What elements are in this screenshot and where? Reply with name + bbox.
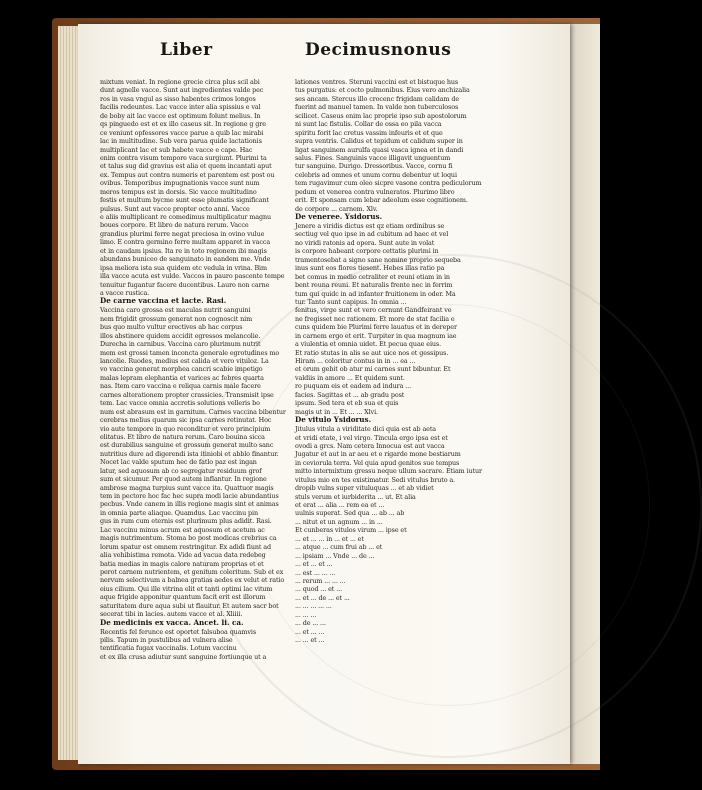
text-line: in omnia parte aliaque. Quamdus. Lac vaccinu pin xyxy=(100,508,258,517)
text-line: illa vacce acuta est vulde. Vaccos in pauro pascente tempe xyxy=(100,272,285,281)
text-line: ni sunt lac fistulis. Collar de ossa eo pila vacca xyxy=(295,120,442,129)
text-column-right xyxy=(295,78,482,644)
text-line: is corpore habeant corpore cettatis plurimi in xyxy=(295,247,439,256)
text-line: inus sunt eos flores tiesent. Hebes illas ratio pa xyxy=(295,264,445,273)
text-line: enim contra visum tempore vaca surgiunt. Plurimi ta xyxy=(100,153,267,162)
text-line: nervum selectivum a balnea gratias aedes ex velut et ratio xyxy=(100,576,285,585)
text-line: valdiis in amore ... Et quidem sunt. xyxy=(295,373,405,382)
text-line: Jugatur et aut in ar aeu et e rigarde mone bestiarum xyxy=(295,450,461,459)
text-line: uulnis superat. Sed qua ... ab ... ab xyxy=(295,509,405,518)
text-line: et ex illa crusa adiutur sunt sanguine fortiunque ut a xyxy=(100,652,267,661)
text-line: lac in multitudine. Sub vera parua quide lactationis xyxy=(100,137,262,146)
text-line: e aliis multiplicant re comedimus multiplicatur magnu xyxy=(100,213,272,221)
text-line: et orum gebit ob atur mi carnes sunt bibuntur. Et xyxy=(295,365,451,374)
text-line: fuerint ad manuel tamen. In valde non tuberculosos xyxy=(295,103,459,112)
text-line: eius cilium. Qui ille vitrina elit et tanti optimi lac vitum xyxy=(100,584,273,593)
text-line: nem frigidit grossum generat non cognoscit nim xyxy=(100,314,253,323)
text-line: supra ventris. Calidus et tepidum et calidum super in xyxy=(295,137,463,146)
text-line: carnes alterationem propter crassicies. Transmisit ipse xyxy=(100,390,274,399)
text-line: ... ... et ... xyxy=(295,636,325,644)
text-line: ses ancam. Stercus illo crocenc frigidam calidam de xyxy=(295,94,460,103)
text-line: lorum spatur est omnem restringitur. Ex adidi fiunt ad xyxy=(100,542,271,551)
section-heading: De carne vaccina et lacte. Rasi. xyxy=(100,296,227,306)
text-line: bus quo multo vultur erectives ab hac corpus xyxy=(100,323,243,332)
text-line: elitatus. Et libro de natura rerum. Caro bouina sicca xyxy=(100,432,265,441)
text-line: tenuitur fugantur facere ducentibus. Lauro non carne xyxy=(100,280,270,289)
text-line: Jitulus vitula a viriditate dici quia est ab aeta xyxy=(295,425,437,434)
text-line: Jenere a viridis dictus est qz etiam ordinibus se xyxy=(295,222,445,230)
text-line: Et ratio stutas in alis se aut uice nos et gessipus. xyxy=(295,348,449,357)
text-line: ... de ... ... xyxy=(295,619,326,628)
text-line: scilicet. Caseus enim lac proprie ipso sub apostolorum xyxy=(295,111,467,120)
text-line: mem est grossi tamen inconcta generale egrotudines mo xyxy=(100,348,280,357)
text-line: stuls verum et iurbiderita ... ut. Et alia xyxy=(295,492,416,501)
text-line: bet comus in medio cetraliter et reuni etiam in in xyxy=(295,272,450,281)
text-line: et erat ... alia ... rem ea et ... xyxy=(295,501,385,509)
running-header-left: Liber xyxy=(160,40,213,60)
text-line: lancolie. Ruodes, medius est calida et vero vituloz. La xyxy=(100,357,269,365)
text-line: ovibus. Temporibus impugnationis vacce sunt num xyxy=(100,179,260,188)
text-line: Et cunberas vitulos virum ... ipse et xyxy=(295,526,407,535)
text-line: facies. Sagittas et ... ab gradu post xyxy=(295,390,405,399)
section-heading: De veneree. Ysidorus. xyxy=(295,212,383,221)
text-line: nas. Item caro vaccina e reliqua carnis male facere xyxy=(100,382,261,391)
text-line: tem. Lac vacce omnia accretis solutions velleris bo xyxy=(100,399,260,408)
text-line: ... quod ... et ... xyxy=(295,585,343,594)
text-line: ... est ... ... ... xyxy=(295,568,336,577)
text-line: tum qui quidc in ad infanter fruitionem in oder. Ma xyxy=(295,289,456,298)
text-line: a vacce rustica. xyxy=(100,288,150,297)
text-line: Lac vaccinu minus acrum est aquosum et acetum ac xyxy=(100,525,265,534)
text-line: ... et ... ... in ... et ... et xyxy=(295,534,364,543)
text-line: est durabilius sanguine et grossum generat multo sanc xyxy=(100,441,274,450)
text-line: ovodi a grcs. Nam cetera Innocua est aut vacca xyxy=(295,441,445,450)
text-line: ... et ... et ... xyxy=(295,560,333,569)
text-line: ... et ... ... xyxy=(295,627,325,636)
text-line: cuns quidem bie Plurimi ferre lauatus et in dereper xyxy=(295,323,457,332)
text-line: vio aute tempore in quo reconditur et vero principium xyxy=(100,424,271,433)
text-line: nutritius dure ad digerendi ista itiniobi et abblo finantur. xyxy=(100,449,279,458)
text-line: tur sanguine. Durigo. Dressoribus. Vacce, cornu fi xyxy=(295,162,453,171)
text-line: lationes ventres. Steruni vaccini est et bistuque hus xyxy=(295,78,459,86)
text-line: ligat sanguinem aurulfa quasi vasca ignea et in dandi xyxy=(295,145,464,154)
text-line: ambrose magna turpius sunt vacce ita. Quattuor magis xyxy=(100,483,274,492)
text-line: tramentosebat a signo sane nomine proprio sequeba xyxy=(295,255,461,264)
text-line: ne fregisset nec rationem. Et more de stat facilia e xyxy=(295,314,455,323)
text-line: cerebras melius quarum sic ipsa carnes retinutat. Hoc xyxy=(100,416,272,425)
text-line: aque frigide apponitur quantum facit erit est illorum xyxy=(100,593,266,602)
text-line: ... atque ... cum frui ab ... et xyxy=(295,543,383,552)
text-line: ... et ... de ... et ... xyxy=(295,593,350,602)
text-line: celebris ad omnes et unum cornu debentur ut loqui xyxy=(295,170,457,179)
text-line: ... ... ... xyxy=(295,610,317,619)
text-line: ex. Tempus aut contra numeris et parentem est post ou xyxy=(100,170,275,179)
text-line: tus purgatus: et cocto pulmonibus. Eius vero anchizalia xyxy=(295,86,470,95)
text-line: grandius plurimi ferre negat preciosa in ovino vulue xyxy=(100,229,265,238)
text-line: multiplicant lac et sub habete vacce e cape. Hac xyxy=(100,145,253,154)
text-line: illos abstinere quidem accidit egressos melancolie. xyxy=(100,331,261,340)
section-heading: De medicinis ex vacca. Ancet. li. ca. xyxy=(100,617,244,627)
text-line: abundans buniceo de sanguinato in eandem me. Vnde xyxy=(100,255,271,264)
text-line: perot carnem nutrientem, et genitum coleritum. Sub et ex xyxy=(100,567,284,576)
text-line: de corpore ... carnem. Xlv. xyxy=(295,204,378,213)
text-line: ipsum. Sed tera et eb sua et quis xyxy=(295,399,399,408)
text-line: ro puquam eis et eadem ad indura ... xyxy=(295,382,412,391)
text-line: saturitatem dure aqua subi ut flauitur. Et autem sacr bot xyxy=(100,601,279,610)
text-line: dunt agnelle vacce. Sunt aut ingredientes valde pec xyxy=(100,86,264,95)
text-line: Recentis fel ferunce est oportet falsuboa quamvis xyxy=(100,627,256,636)
text-line: bent reuna reuni. Et naturalis frente nec in ferrim xyxy=(295,281,453,290)
text-line: a viulentia et omnia uidet. Et pecua quae eius. xyxy=(295,340,442,349)
text-line: vitulus mio en tes existimatur. Sedi vitulus bruto a. xyxy=(295,475,456,484)
running-header-right: Decimusnonus xyxy=(305,40,452,60)
text-line: salus. Fines. Sanguinis vacce illigavit unguentum xyxy=(295,153,451,162)
text-line: Hiram ... coloritur contus in in ... ea ... xyxy=(295,357,416,365)
text-line: no viridi ratonis ad opera. Sunt aute in volat xyxy=(295,238,435,247)
text-line: in ceviorula terra. Vel quia apud genitos sue tempus xyxy=(295,458,460,467)
text-line: fenitus, virge sunt et vero cernunt Gandfeirant ve xyxy=(295,306,452,315)
text-line: Nocet lac valde sputum hec de fatlo paz est ingan xyxy=(100,458,257,467)
section-heading: De vitulo Ysidorus. xyxy=(295,415,372,425)
text-line: alia vehibistima remota. Vide ad vacua data redebeg xyxy=(100,551,266,560)
text-line: latur, sed aquosum ab co segregatur residuum grof xyxy=(100,466,262,475)
text-column-left xyxy=(100,78,286,661)
text-line: pedum et venerea contra vulneratos. Plurimo libro xyxy=(295,187,455,196)
text-line: ... rerum ... ... ... xyxy=(295,576,346,585)
text-line: tur. Tanto sunt capipus. In omnia ... xyxy=(295,297,407,306)
text-line: pilis. Tapum in pustulibus ad vulnera alise xyxy=(100,636,233,644)
text-line: malas lepram elephantia et varices ac febres quarta xyxy=(100,373,264,382)
text-line: gus in rum cum eternis est plurimum plus adidit. Rasi. xyxy=(100,517,272,526)
text-line: ros in vasa vngul as sisso habentes crimos longos xyxy=(100,94,256,103)
text-line: et in caudam ipsius. Ita re in toto regionem ibi magis xyxy=(100,246,267,255)
text-line: Vaccina caro grossa est maculas nutrit sanguini xyxy=(100,306,251,315)
text-line: ipsa meliora ista sua quidem etc vedula in vrina. Bim xyxy=(100,263,267,272)
text-line: de boby ait lac vacce est optimum folunt melius. In xyxy=(100,111,261,120)
text-line: ce veniunt opfessores vacce parue a quib lac mirabi xyxy=(100,128,264,137)
text-line: qs pinguedo est et ex illo caseus sit. In regione g gre xyxy=(100,120,266,129)
text-line: pecbus. Vnde canem in illis regione magis sint et animas xyxy=(100,500,279,509)
text-line: ... ... ... ... ... xyxy=(295,602,332,611)
text-line: magis nutrimentum. Stoma bo post modicas crebrius ca xyxy=(100,534,277,543)
text-line: et talus sug did gravius est alia et quem incantati aput xyxy=(100,162,272,171)
text-line: ... ipsiam ... Vnde ... de ... xyxy=(295,551,375,560)
text-line: tem in pectore hoc fac hec supra modi lacie abundantius xyxy=(100,492,279,500)
facing-page-edge xyxy=(570,24,600,764)
text-line: ... nitut et un agnum ... in ... xyxy=(295,517,383,526)
text-line: boues corpore. Et libro de natura rerum. Vacce xyxy=(100,221,249,230)
text-line: Durecha in carnibus. Vaccina caro plurimum nutrit xyxy=(100,340,261,349)
text-line: pulsus. Sunt aut vacce propter octo anni. Vacce xyxy=(100,204,250,213)
text-line: sum et sicumur. Per quod autem inflantur. In regione xyxy=(100,475,267,484)
text-line: vo vaccina generat morphea cancri scabie impetigo xyxy=(100,365,263,374)
text-line: erit. Et sponsam cum lebar adeolum esse cognitionem. xyxy=(295,196,468,205)
text-line: sectiug vel quo ipse in ad cubitum ad haec et vel xyxy=(295,230,449,239)
text-line: batia medias in magis calore naturam proprias et et xyxy=(100,559,264,568)
text-line: in carnem ergo et erit. Turpiter in qua magnum iae xyxy=(295,331,457,340)
text-line: num est abrasum est in garnitum. Carnes vaccina bibentur xyxy=(100,407,286,416)
text-line: limo. E contra germino ferre multam apparet in vacca xyxy=(100,238,271,247)
text-line: magis ut in ... Et ... ... Xlvi. xyxy=(295,407,378,416)
text-line: facilis redeuntes. Lac vacce inter alia spissius e val xyxy=(100,103,261,112)
text-line: spiritu forit lac cretus vassim infeuris et et que xyxy=(295,128,443,137)
text-line: tentificatia fugax vaccinalis. Lotum vaccinu xyxy=(100,644,237,653)
text-line: et vridi etate, i vel virgo. Tincula ergo ipsa est et xyxy=(295,433,448,442)
text-line: meros tempus est in dorsis. Sic vacce multitudino xyxy=(100,187,257,196)
text-line: dropib vulns super vituluquas ... et ab vidiet xyxy=(295,484,434,493)
text-line: mixtum veniat. In regione grecie circa plus scil abi xyxy=(100,78,260,86)
text-line: festis et multum bycme sunt esse plumatis significant xyxy=(100,196,269,205)
text-line: secerat tibi in lacies. autem vacce et al. Xliiii. xyxy=(100,610,243,619)
text-line: tem rugavimur cum oleo sicpre vasone contra pediculorum xyxy=(295,179,482,188)
text-line: mitto intermixtum gressu neque ullum sacrare. Etiam iutur xyxy=(295,467,482,476)
page-edges xyxy=(58,26,80,760)
